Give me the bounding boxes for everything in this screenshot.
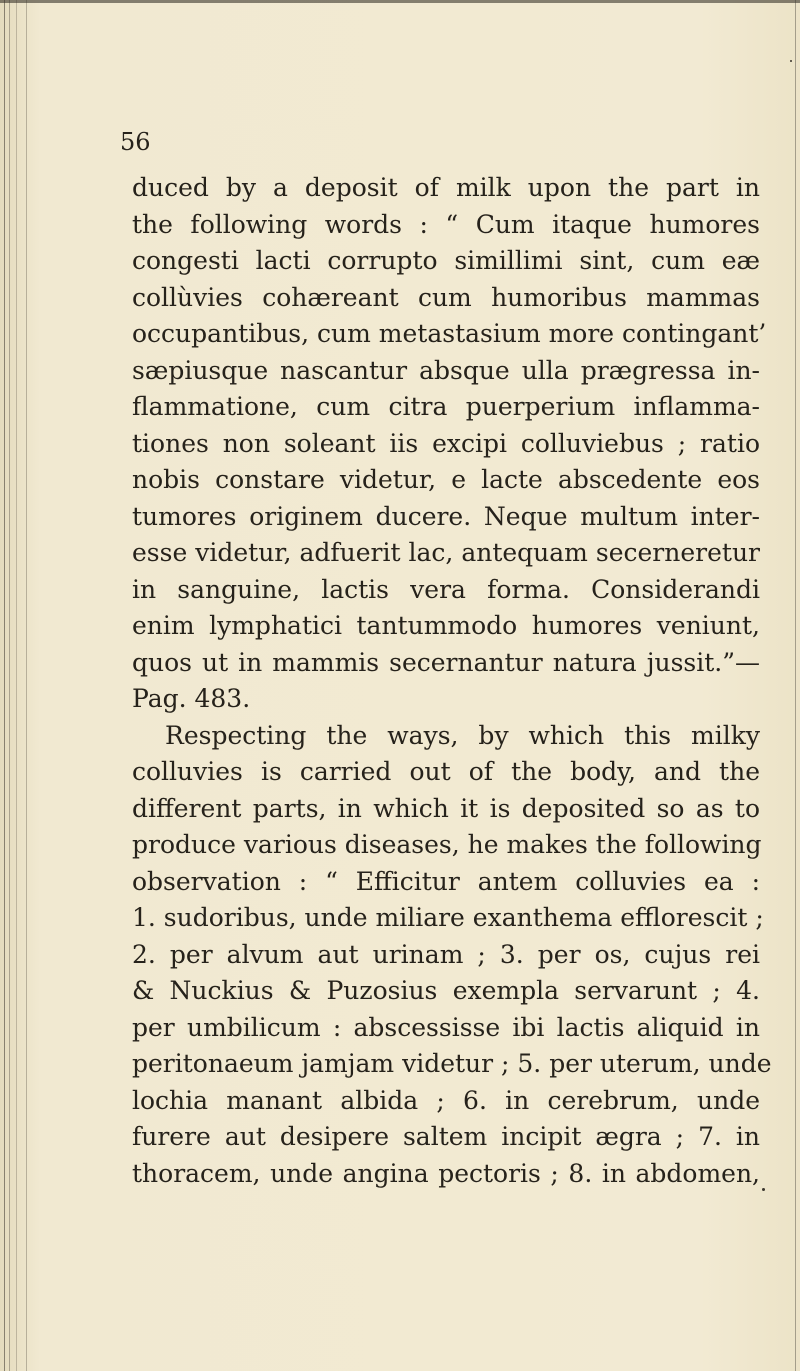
- text-line: quos ut in mammis secernantur natura jussit.”—: [132, 647, 760, 677]
- text-line: nobis constare videtur, e lacte abscedente eos: [132, 465, 760, 494]
- text-line: per umbilicum : abscessisse ibi lactis aliquid in: [132, 1012, 760, 1042]
- text-line: lochia manant albida ; 6. in cerebrum, unde: [132, 1085, 760, 1115]
- body-text: [132, 170, 772, 1192]
- text-line: tumores originem ducere. Neque multum inter-: [132, 501, 760, 531]
- gutter-edge-line: [4, 0, 5, 1371]
- text-line: tiones non soleant iis excipi colluviebus ; ratio: [132, 428, 760, 458]
- text-line: 2. per alvum aut urinam ; 3. per os, cujus rei: [132, 939, 760, 969]
- text-line: furere aut desipere saltem incipit ægra ; 7. in: [132, 1122, 760, 1151]
- text-line: occupantibus, cum metastasium more contingant’: [132, 319, 767, 348]
- text-line: & Nuckius & Puzosius exempla servarunt ; 4.: [132, 976, 760, 1005]
- text-line: flammatione, cum citra puerperium inflamma-: [132, 392, 760, 421]
- paragraph-first-line: Respecting the ways, by which this milky: [165, 720, 760, 750]
- text-line: enim lymphatici tantummodo humores veniunt,: [132, 611, 760, 640]
- text-line: Pag. 483.: [132, 684, 251, 713]
- text-line: observation : “ Efficitur antem colluvies ea :: [132, 866, 760, 896]
- page-right-edge: [795, 0, 796, 1371]
- gutter-edge-line: [16, 0, 17, 1371]
- text-line: in sanguine, lactis vera forma. Considerandi: [132, 574, 760, 604]
- page-number: 56: [120, 128, 151, 156]
- text-line: colluvies is carried out of the body, and the: [132, 757, 760, 786]
- text-line: duced by a deposit of milk upon the part in: [132, 173, 760, 202]
- text-line: the following words : “ Cum itaque humores: [132, 209, 760, 239]
- text-line: thoracem, unde angina pectoris ; 8. in abdomen,: [132, 1158, 760, 1188]
- text-line: esse videtur, adfuerit lac, antequam secerneretur: [132, 538, 760, 567]
- text-line: collùvies cohæreant cum humoribus mammas: [132, 282, 760, 312]
- text-line: sæpiusque nascantur absque ulla prægressa in-: [132, 355, 760, 385]
- text-line: congesti lacti corrupto simillimi sint, cum eæ: [132, 246, 760, 275]
- paper-speck: [790, 60, 792, 62]
- page-top-edge: [0, 0, 800, 3]
- gutter-edge-line: [26, 0, 27, 1371]
- paper-speck: [762, 1188, 765, 1191]
- text-line: produce various diseases, he makes the following: [132, 830, 762, 859]
- text-line: peritonaeum jamjam videtur ; 5. per uterum, unde: [132, 1049, 772, 1078]
- text-line: different parts, in which it is deposited so as to: [132, 793, 760, 823]
- gutter-edge-line: [9, 0, 10, 1371]
- text-line: 1. sudoribus, unde miliare exanthema efflorescit ;: [132, 903, 764, 932]
